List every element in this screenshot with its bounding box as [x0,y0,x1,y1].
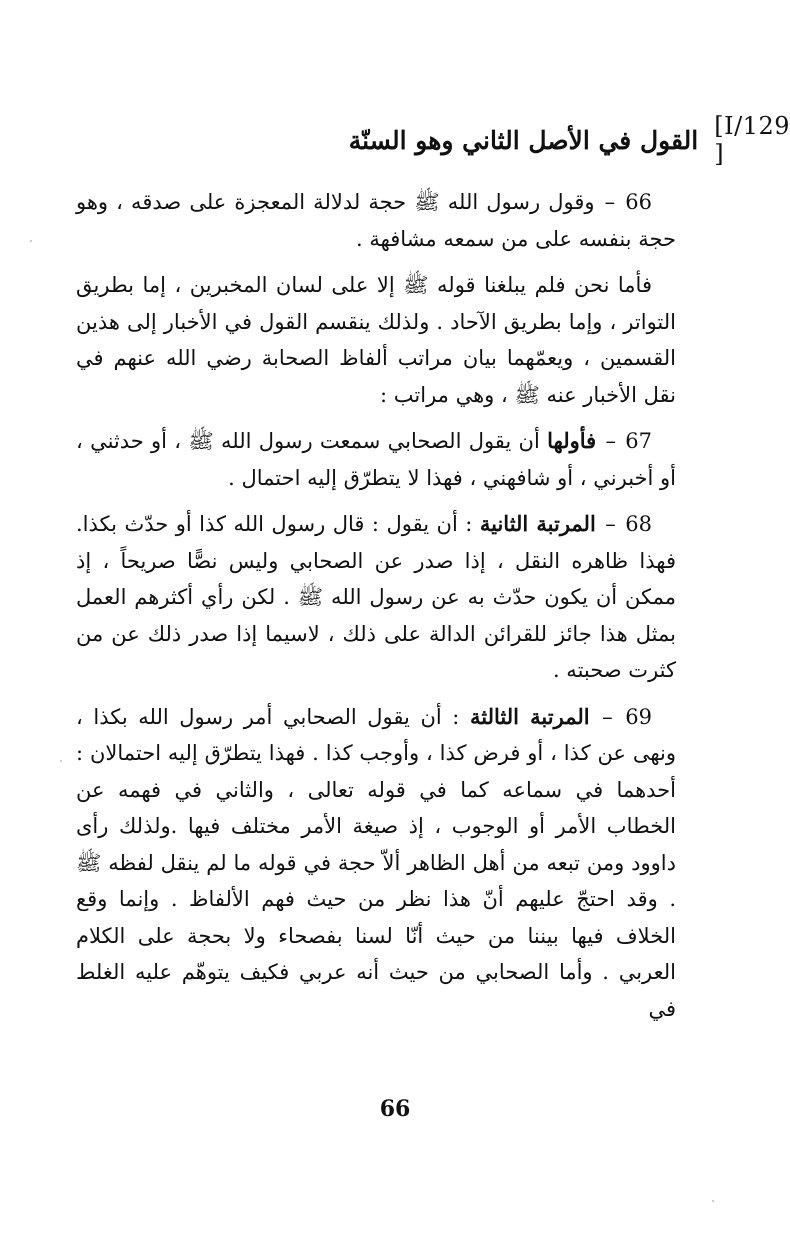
page-header [348,112,790,168]
paragraph-66 [76,184,676,257]
page-number: 66 [379,1096,411,1122]
paragraph-term: فأولها [547,428,597,453]
paragraph-number: 69 [625,704,652,729]
scan-speck [60,760,62,762]
paragraph-term: المرتبة الثانية [479,511,596,536]
paragraph-unnumbered [76,267,676,413]
paragraph-text: وقول رسول الله ﷺ حجة لدلالة المعجزة على صدقه ، وهو حجة بنفسه على من سمعه مشافهة . [76,190,676,251]
paragraph-68 [76,506,676,689]
paragraph-dash: – [597,512,624,536]
paragraph-number: 67 [625,429,652,453]
scan-speck [712,1200,714,1202]
paragraph-number: 68 [625,512,652,536]
paragraph-dash: – [591,704,624,729]
paragraph-dash: – [598,429,624,453]
paragraph-text: : أن يقول : قال رسول الله كذا أو حدّث بكذا. فهذا ظاهره النقل ، إذا صدر عن الصحابي وليس نصًّا صريحاً ، إذ ممكن أن يكون حدّث به عن رسول الله ﷺ . لكن رأي أكثرهم العمل بمثل هذا جائز للقرائن الدالة على ذلك ، لاسيما إذا صدر ذلك عن من كثرت صحبته . [76,512,676,682]
scan-speck [30,240,32,242]
running-title: القول في الأصل الثاني وهو السنّة [348,125,699,155]
paragraph-67 [76,423,676,496]
paragraph-text: أن يقول الصحابي سمعت رسول الله ﷺ ، أو حدثني ، أو أخبرني ، أو شافهني ، فهذا لا يتطرّق إليه احتمال . [76,429,676,490]
paragraph-dash: – [596,190,624,214]
paragraph-text: : أن يقول الصحابي أمر رسول الله بكذا ، ونهى عن كذا ، أو فرض كذا ، وأوجب كذا . فهذا يتطرّق إليه احتمالان : أحدهما في سماعه كما في قوله تعالى ، والثاني في فهمه عن الخطاب الأمر أو الوجوب ، إذ صيغة الأمر مختلف فيها .ولذلك رأى داوود ومن تبعه من أهل الظاهر ألاّ حجة في قوله ما لم ينقل لفظه ﷺ . وقد احتجّ عليهم أنّ هذا نظر من حيث فهم الألفاظ . وإنما وقع الخلاف فيها بيننا من حيث أنّا لسنا بفصحاء ولا بحجة على الكلام العربي . وأما الصحابي من حيث أنه عربي فكيف يتوهّم عليه الغلط في [76,704,676,1021]
paragraph-69 [76,699,676,1028]
paragraph-number: 66 [625,190,652,214]
paragraph-term: المرتبة الثالثة [469,703,590,729]
body-text [76,184,676,1037]
paragraph-text: فأما نحن فلم يبلغنا قوله ﷺ إلا على لسان المخبرين ، إما بطريق التواتر ، وإما بطريق الآحاد . ولذلك ينقسم القول في الأخبار إلى هذين القسمين ، ويعمّهما بيان مراتب ألفاظ الصحابة رضي الله عنهم في نقل الأخبار عنه ﷺ ، وهي مراتب : [76,273,676,407]
source-page-reference: [I/129 ] [714,112,790,168]
